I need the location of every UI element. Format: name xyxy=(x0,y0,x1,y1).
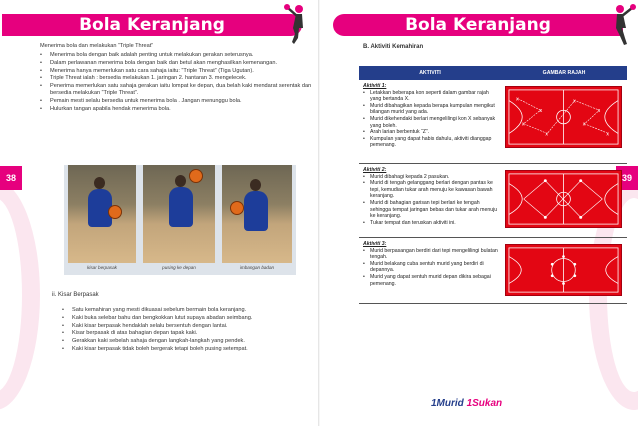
list-item: • Menerima bola dengan baik adalah penting untuk melakukan gerakan seterusnya. xyxy=(40,52,312,59)
caption-pivot: kisar berpasak xyxy=(87,265,117,270)
page-number-left: 38 xyxy=(0,166,22,190)
player-head xyxy=(94,177,105,189)
svg-text:x: x xyxy=(539,108,543,115)
section-subtitle: ii. Kisar Berpasak xyxy=(52,292,99,298)
column-header-diagram: GAMBAR RAJAH xyxy=(542,70,586,76)
list-item: • Penerima memerlukan satu sahaja gerakan iaitu lompat ke depan, dua belah kaki mendarat serentak dan bersedia melakukan “Triple Threat”. xyxy=(40,83,312,97)
logo-text-part2: 1Sukan xyxy=(466,398,503,409)
list-item: • Pemain mesti selalu bersedia untuk menerima bola . Jangan menunggu bola. xyxy=(40,98,312,105)
list-item: • Menerima hanya memerlukan satu cara sahaja iaitu: “Triple Threat” (Tiga Ugutan). xyxy=(40,68,312,75)
activity-description xyxy=(363,83,498,149)
list-item: • Hulurkan tangan apabila hendak menerima bola. xyxy=(40,106,312,113)
campaign-logo xyxy=(431,398,502,409)
list-item: • Kumpulan yang dapat habis dahulu, aktiviti dianggap pemenang. xyxy=(363,136,498,149)
list-item: • Murid dibahagi kepada 2 pasukan. xyxy=(363,174,498,181)
svg-text:x: x xyxy=(597,108,601,115)
table-row xyxy=(359,164,627,238)
caption-turn: pusing ke depan xyxy=(162,265,196,270)
list-item: • Arah larian berbentuk “Z”. xyxy=(363,129,498,136)
table-row xyxy=(359,80,627,164)
list-item: • Kaki kisar berpasak tidak boleh bergerak tetapi boleh pusing setempat. xyxy=(62,346,302,353)
court-diagram-2 xyxy=(505,170,622,228)
list-item: • Kaki kisar berpasak hendaklah selalu bersentuh dengan lantai. xyxy=(62,323,302,330)
table-header xyxy=(359,66,627,80)
caption-balance: imbangan badan xyxy=(239,265,275,270)
list-item: • Murid yang dapat sentuh murid depan dikira sebagai pemenang. xyxy=(363,274,498,287)
photo-pivot xyxy=(68,165,136,263)
photo-body-balance xyxy=(222,165,292,263)
list-item: • Kaki buka selebar bahu dan bengkokkan lutut supaya abadan seimbang. xyxy=(62,315,302,322)
photo-panel xyxy=(64,165,296,275)
right-banner xyxy=(333,14,623,36)
right-page xyxy=(319,0,638,426)
player-head xyxy=(250,179,261,191)
court-diagram-3 xyxy=(505,244,622,296)
decorative-ring xyxy=(0,180,40,410)
left-banner-title: Bola Keranjang xyxy=(79,15,225,35)
basketball xyxy=(230,201,244,215)
photo-turn-forward xyxy=(143,165,215,263)
activity-description xyxy=(363,241,498,287)
court-diagram-1 xyxy=(505,86,622,148)
activity-title: Aktiviti 2: xyxy=(363,167,387,173)
list-item: • Murid di tengah gelanggang berlari dengan pantas ke tepi, kemudian tukar arah menuju ke kawasan bawah keranjang. xyxy=(363,180,498,200)
list-item: • Dalam perlawanan menerima bola dengan baik dan betul akan menghasilkan kemenangan. xyxy=(40,60,312,67)
pivot-bullet-list xyxy=(62,307,302,354)
list-item: • Triple Threat ialah : bersedia melakukan 1. jaringan 2. hantaran 3. mengelecek. xyxy=(40,75,312,82)
svg-text:x: x xyxy=(582,121,586,128)
player-head xyxy=(175,175,186,187)
svg-text:x: x xyxy=(545,131,549,138)
list-item: • Murid berpasangan berdiri dari tepi mengelilingi bulatan tengah. xyxy=(363,248,498,261)
svg-text:x: x xyxy=(521,121,525,128)
svg-text:x: x xyxy=(606,131,610,138)
list-item: • Murid dikehendaki berlari mengelilingi kon X sebanyak yang boleh. xyxy=(363,116,498,129)
list-item: • Letakkan beberapa kon seperti dalam gambar rajah yang bertanda X. xyxy=(363,90,498,103)
left-banner xyxy=(2,14,302,36)
section-title: B. Aktiviti Kemahiran xyxy=(363,44,424,50)
list-item: • Murid di bahagian garisan tepi berlari ke tengah sehingga tempat jaringan bebas dan tukar arah menuju ke keranjang. xyxy=(363,200,498,220)
intro-text: Menerima bola dan melakukan “Triple Threat” xyxy=(40,43,154,49)
activity-title: Aktiviti 3: xyxy=(363,241,387,247)
basketball xyxy=(108,205,122,219)
column-header-activity: AKTIVITI xyxy=(419,70,441,76)
svg-text:x: x xyxy=(572,98,576,105)
page-number-right: 39 xyxy=(616,166,638,190)
list-item: • Satu kemahiran yang mesti dikuasai sebelum bermain bola keranjang. xyxy=(62,307,302,314)
basketball-player-icon xyxy=(611,4,637,46)
activity-description xyxy=(363,167,498,226)
table-row xyxy=(359,238,627,304)
activity-title: Aktiviti 1: xyxy=(363,83,387,89)
player-body xyxy=(244,191,268,231)
basketball xyxy=(189,169,203,183)
svg-text:x: x xyxy=(515,96,519,103)
logo-text-part1: 1Murid xyxy=(431,398,464,409)
right-banner-title: Bola Keranjang xyxy=(405,15,551,35)
basketball-player-icon xyxy=(282,4,308,46)
list-item: • Kisar berpasak di atas bahagian depan tapak kaki. xyxy=(62,330,302,337)
list-item: • Murid belakang cuba sentuh murid yang berdiri di depannya. xyxy=(363,261,498,274)
list-item: • Tukar tempat dan teruskan aktiviti ini. xyxy=(363,220,498,227)
list-item: • Gerakkan kaki sebelah sahaja dengan langkah-langkah yang pendek. xyxy=(62,338,302,345)
player-body xyxy=(169,187,193,227)
receiving-bullet-list xyxy=(40,52,312,114)
list-item: • Murid dibahagikan kepada berapa kumpulan mengikut bilangan murid yang ada. xyxy=(363,103,498,116)
